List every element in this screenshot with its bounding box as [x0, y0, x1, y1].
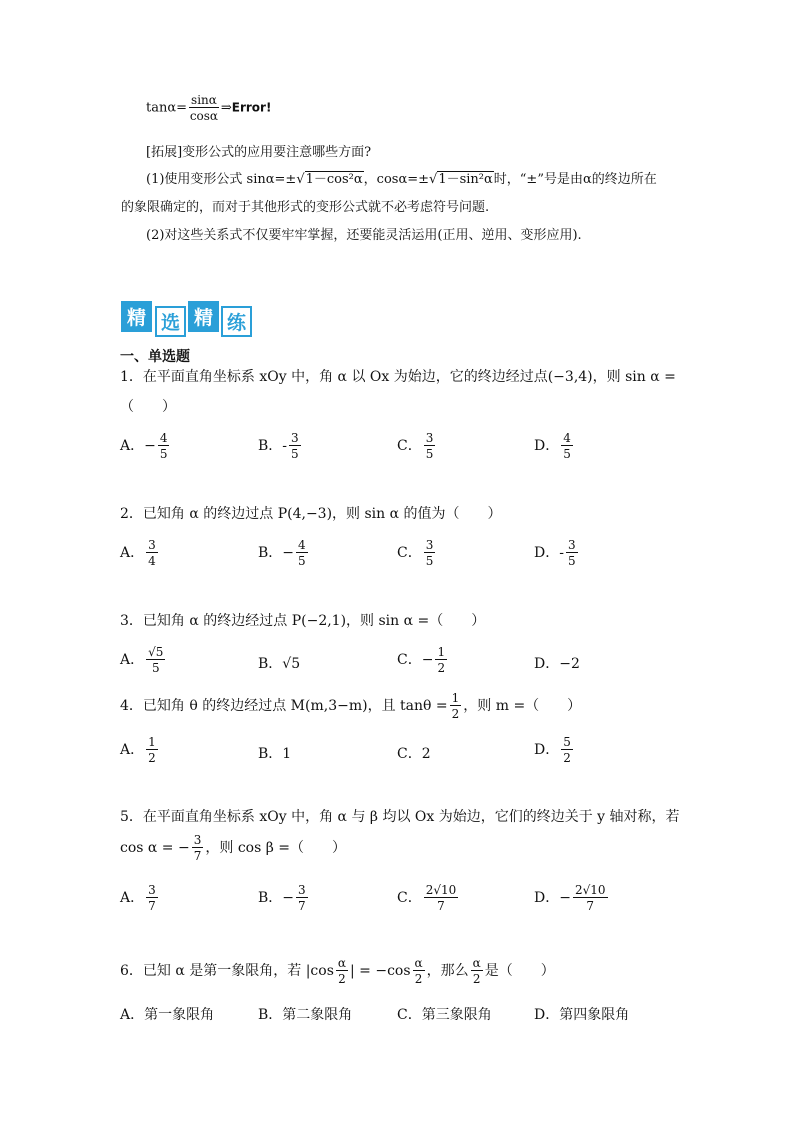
option-frac: $\frac{3}{5}$ — [291, 431, 299, 461]
q5-line2 — [120, 834, 346, 862]
option-label: B．− — [258, 890, 295, 906]
q6-frac-3: $\frac{\alpha}{2}$ — [472, 956, 481, 986]
option-label: B．1 — [258, 746, 292, 762]
q2-option-d[interactable] — [534, 539, 580, 567]
p1-sqrt2: 1－sin²α — [438, 172, 493, 187]
q6-text-b: | = −cos — [350, 963, 411, 979]
formula-num: sinα — [191, 93, 217, 107]
option-label: C．第三象限角 — [397, 1007, 492, 1023]
q5-frac: $\frac{3}{7}$ — [193, 833, 202, 863]
q5-line2-b: ，则 cos β =（ ） — [205, 840, 347, 856]
q2-text: 2．已知角 α 的终边过点 P(4,−3)，则 sin α 的值为（ ） — [120, 506, 502, 522]
q6-option-a[interactable] — [120, 1004, 214, 1024]
option-frac: $\frac{3}{5}$ — [425, 538, 434, 568]
tan-formula — [146, 94, 271, 122]
option-label: C． — [397, 545, 422, 561]
option-frac: $\frac{3}{7}$ — [298, 883, 306, 913]
q3-option-d[interactable] — [534, 653, 580, 673]
option-label: D．− — [534, 890, 571, 906]
q3-option-a[interactable] — [120, 646, 167, 674]
option-frac: $\frac{4}{5}$ — [159, 431, 168, 461]
q6-option-b[interactable] — [258, 1004, 352, 1024]
option-frac: $\frac{4}{5}$ — [298, 538, 306, 568]
q1-text: 1．在平面直角坐标系 xOy 中，角 α 以 Ox 为始边，它的终边经过点(−3,4)，则 sin α = — [120, 369, 676, 385]
q4-option-c[interactable] — [397, 743, 431, 763]
q3-option-b[interactable] — [258, 653, 300, 673]
option-label: A． — [120, 652, 145, 668]
q1-option-a[interactable] — [120, 432, 171, 460]
option-label: D． — [534, 742, 560, 758]
q6-text-c: ，那么 — [426, 963, 469, 979]
q1-option-c[interactable] — [397, 432, 437, 460]
option-frac: $\frac{2√10}{7}$ — [425, 883, 457, 913]
option-label: B．√5 — [258, 656, 301, 672]
formula-error: Error! — [231, 100, 272, 115]
q5-option-b[interactable] — [258, 884, 310, 912]
badge-2: 选 — [155, 306, 186, 337]
option-frac: $\frac{4}{5}$ — [563, 431, 571, 461]
q4-option-b[interactable] — [258, 743, 291, 763]
q6-frac-1: $\frac{\alpha}{2}$ — [337, 956, 346, 986]
formula-arrow: ⇒ — [220, 100, 232, 116]
option-label: D．−2 — [534, 656, 580, 672]
q4-text-a: 4．已知角 θ 的终边经过点 M(m,3−m)，且 tanθ = — [120, 698, 448, 714]
option-label: C． — [397, 438, 422, 454]
q2-option-b[interactable] — [258, 539, 310, 567]
option-label: A． — [120, 545, 145, 561]
paragraph-1: (1)使用变形公式 sinα=±√1－cos²α，cosα=±√1－sin²α时，“±”号是由α的终边所在 — [146, 172, 657, 187]
option-label: C．− — [397, 652, 434, 668]
formula-prefix: tanα= — [146, 100, 188, 116]
section-title: 一、单选题 — [120, 349, 190, 365]
option-label: B．− — [258, 545, 295, 561]
option-frac: $\frac{5}{2}$ — [563, 735, 571, 765]
option-frac: $\frac{3}{7}$ — [148, 883, 156, 913]
q4-text-b: ，则 m =（ ） — [463, 698, 582, 714]
p1-c: 时，“±”号是由α的终边所在 — [493, 172, 657, 187]
q5-option-c[interactable] — [397, 884, 460, 912]
formula-den: cosα — [189, 109, 219, 123]
q2-option-a[interactable] — [120, 539, 160, 567]
q5-option-d[interactable] — [534, 884, 610, 912]
q1-option-b[interactable] — [258, 432, 303, 460]
option-label: D．- — [534, 545, 564, 561]
option-frac: $\frac{2√10}{7}$ — [574, 883, 606, 913]
q5-text: 5．在平面直角坐标系 xOy 中，角 α 与 β 均以 Ox 为始边，它们的终边关于 y 轴对称，若 — [120, 809, 680, 825]
option-label: B．- — [258, 438, 288, 454]
q3-option-c[interactable] — [397, 646, 449, 674]
option-frac: $\frac{3}{5}$ — [567, 538, 576, 568]
option-label: A．第一象限角 — [120, 1007, 215, 1023]
option-label: B．第二象限角 — [258, 1007, 353, 1023]
formula-fraction — [189, 94, 219, 122]
q1-blank: （ ） — [120, 399, 176, 415]
q1-option-d[interactable] — [534, 432, 575, 460]
q6-option-d[interactable] — [534, 1004, 629, 1024]
paragraph-2: (2)对这些关系式不仅要牢牢掌握，还要能灵活运用(正用、逆用、变形应用). — [146, 228, 582, 243]
q4-option-d[interactable] — [534, 736, 575, 764]
q5-option-a[interactable] — [120, 884, 160, 912]
option-label: D． — [534, 438, 560, 454]
q5-line2-a: cos α = − — [120, 840, 190, 856]
badge-4: 练 — [221, 306, 252, 337]
q4-option-a[interactable] — [120, 736, 160, 764]
q6-frac-2: $\frac{\alpha}{2}$ — [414, 956, 423, 986]
option-label: D．第四象限角 — [534, 1007, 630, 1023]
option-frac: $\frac{3}{4}$ — [148, 538, 156, 568]
q6-text-a: 6．已知 α 是第一象限角，若 |cos — [120, 963, 334, 979]
badge-3: 精 — [188, 301, 219, 332]
option-label: A． — [120, 890, 145, 906]
q4-text — [120, 692, 581, 720]
option-label: C．2 — [397, 746, 431, 762]
option-frac: $\frac{1}{2}$ — [437, 645, 446, 675]
option-frac: $\frac{1}{2}$ — [148, 735, 156, 765]
q4-frac: $\frac{1}{2}$ — [451, 691, 460, 721]
q3-text: 3．已知角 α 的终边经过点 P(−2,1)，则 sin α =（ ） — [120, 613, 486, 629]
p1-sqrt1: 1－cos²α — [305, 172, 363, 187]
p1-a: (1)使用变形公式 sinα=± — [146, 172, 297, 187]
q6-option-c[interactable] — [397, 1004, 492, 1024]
expand-title: [拓展]变形公式的应用要注意哪些方面? — [146, 145, 372, 160]
option-label: C． — [397, 890, 422, 906]
paragraph-1-cont: 的象限确定的，而对于其他形式的变形公式就不必考虑符号问题. — [121, 200, 490, 215]
option-label: A．− — [120, 438, 156, 454]
option-frac: $\frac{√5}{5}$ — [148, 645, 164, 675]
option-frac: $\frac{3}{5}$ — [425, 431, 434, 461]
p1-b: ，cosα=± — [363, 172, 430, 187]
q6-text — [120, 957, 555, 985]
option-label: A． — [120, 742, 145, 758]
q2-option-c[interactable] — [397, 539, 437, 567]
badge-1: 精 — [121, 301, 152, 332]
q6-text-d: 是（ ） — [484, 963, 555, 979]
